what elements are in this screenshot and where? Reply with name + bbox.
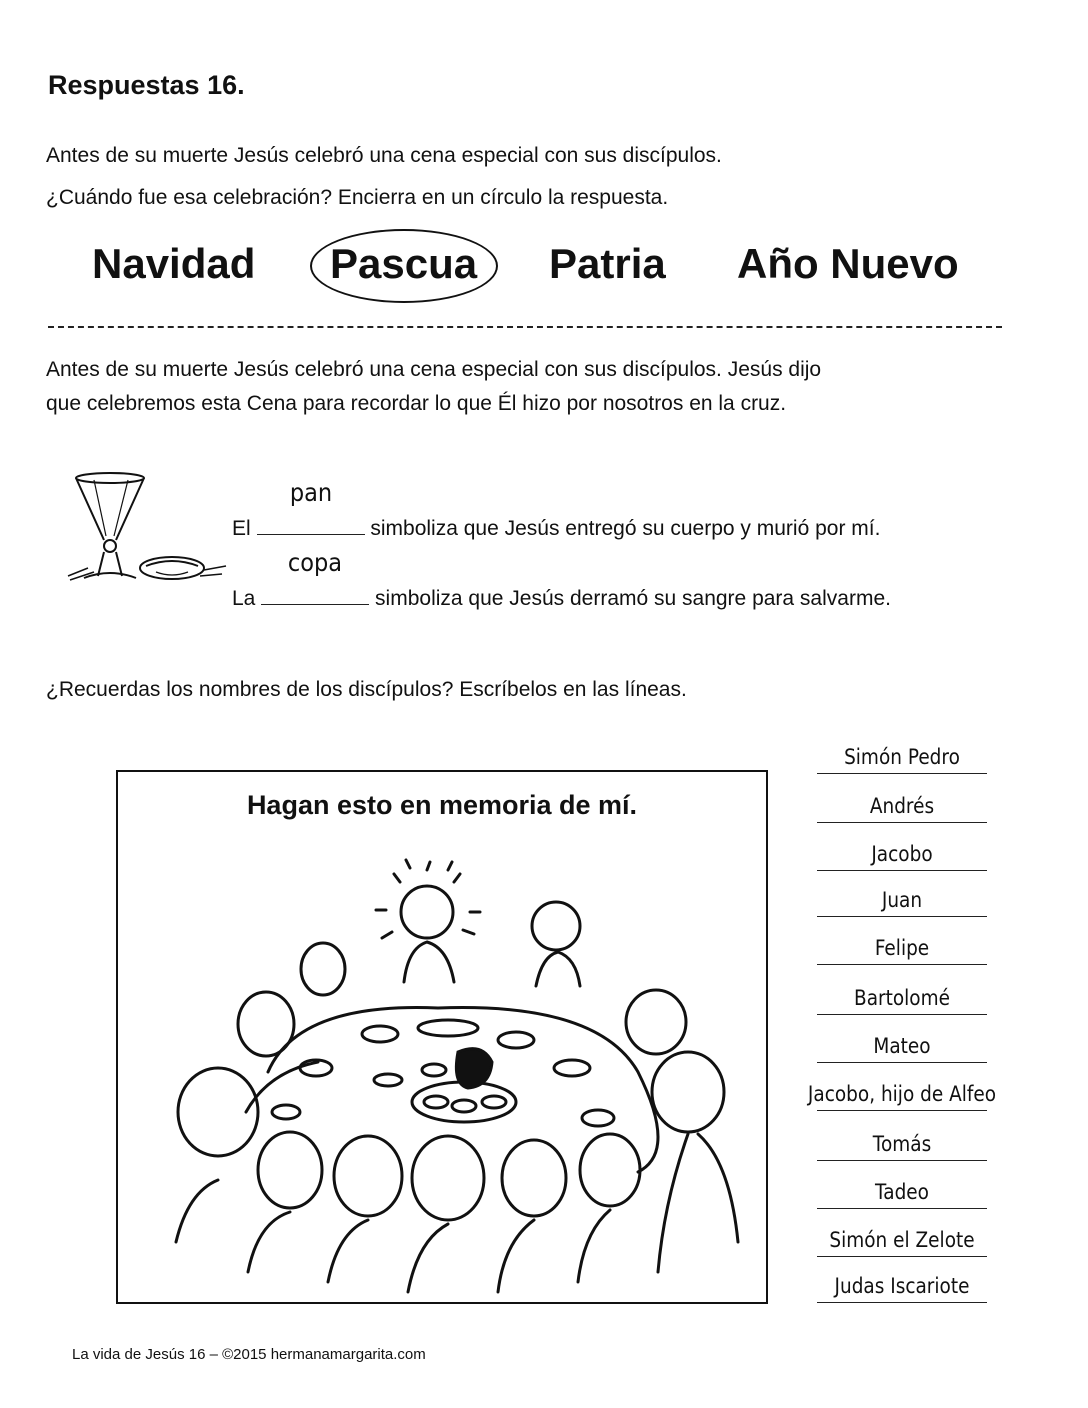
disciple-line xyxy=(817,743,987,774)
choice-navidad: Navidad xyxy=(92,240,256,287)
disciple-line xyxy=(817,1272,987,1303)
choice-patria: Patria xyxy=(549,240,666,287)
choice-ano-nuevo: Año Nuevo xyxy=(737,240,959,287)
cup-answer: copa xyxy=(288,548,343,577)
disciple-line xyxy=(817,984,987,1015)
dashed-separator xyxy=(48,326,1002,328)
disciple-name: Mateo xyxy=(873,1034,931,1058)
disciple-line xyxy=(817,840,987,871)
sentence-cup-prefix: La xyxy=(232,587,256,610)
disciple-line xyxy=(817,1178,987,1209)
sentence-bread-suffix: simboliza que Jesús entregó su cuerpo y murió por mí. xyxy=(370,517,881,540)
sentence-cup xyxy=(232,548,891,612)
choice-pascua: Pascua xyxy=(330,240,478,287)
disciple-name: Tomás xyxy=(872,1132,932,1156)
disciple-line xyxy=(817,792,987,823)
box-title: Hagan esto en memoria de mí. xyxy=(246,790,638,820)
disciple-name: Tadeo xyxy=(875,1180,929,1204)
bread-answer-line xyxy=(257,478,365,535)
disciple-line xyxy=(817,1130,987,1161)
disciple-line xyxy=(817,934,987,965)
question-2: ¿Recuerdas los nombres de los discípulos? Escríbelos en las líneas. xyxy=(46,678,687,701)
disciple-line xyxy=(817,886,987,917)
disciple-name: Andrés xyxy=(869,794,935,818)
page-title: Respuestas 16. xyxy=(48,70,245,100)
sentence-cup-suffix: simboliza que Jesús derramó su sangre para salvarme. xyxy=(375,587,891,610)
last-supper-illustration xyxy=(118,772,766,1302)
paragraph-2-line-1: Antes de su muerte Jesús celebró una cena especial con sus discípulos. Jesús dijo xyxy=(46,358,822,381)
disciple-name: Simón Pedro xyxy=(844,745,960,769)
bread-answer: pan xyxy=(289,478,332,507)
disciple-name: Simón el Zelote xyxy=(829,1228,975,1252)
paragraph-2-line-2: que celebremos esta Cena para recordar lo que Él hizo por nosotros en la cruz. xyxy=(46,392,787,415)
chalice-bread-illustration xyxy=(64,468,234,598)
disciple-line xyxy=(807,1080,997,1111)
sentence-bread xyxy=(232,478,881,542)
disciple-line xyxy=(817,1226,987,1257)
disciple-line xyxy=(817,1032,987,1063)
intro-text: Antes de su muerte Jesús celebró una cena especial con sus discípulos. xyxy=(46,144,722,167)
sentence-bread-prefix: El xyxy=(232,517,251,540)
disciple-name: Bartolomé xyxy=(854,986,950,1010)
disciple-name: Jacobo xyxy=(871,842,933,866)
footer: La vida de Jesús 16 – ©2015 hermanamargarita.com xyxy=(72,1346,426,1363)
disciple-name: Jacobo, hijo de Alfeo xyxy=(807,1082,997,1106)
question-1: ¿Cuándo fue esa celebración? Encierra en un círculo la respuesta. xyxy=(46,186,669,209)
disciple-name: Judas Iscariote xyxy=(834,1274,970,1298)
disciple-name: Felipe xyxy=(874,936,930,960)
last-supper-box xyxy=(116,770,768,1304)
disciple-name: Juan xyxy=(881,888,923,912)
cup-answer-line xyxy=(261,548,369,605)
